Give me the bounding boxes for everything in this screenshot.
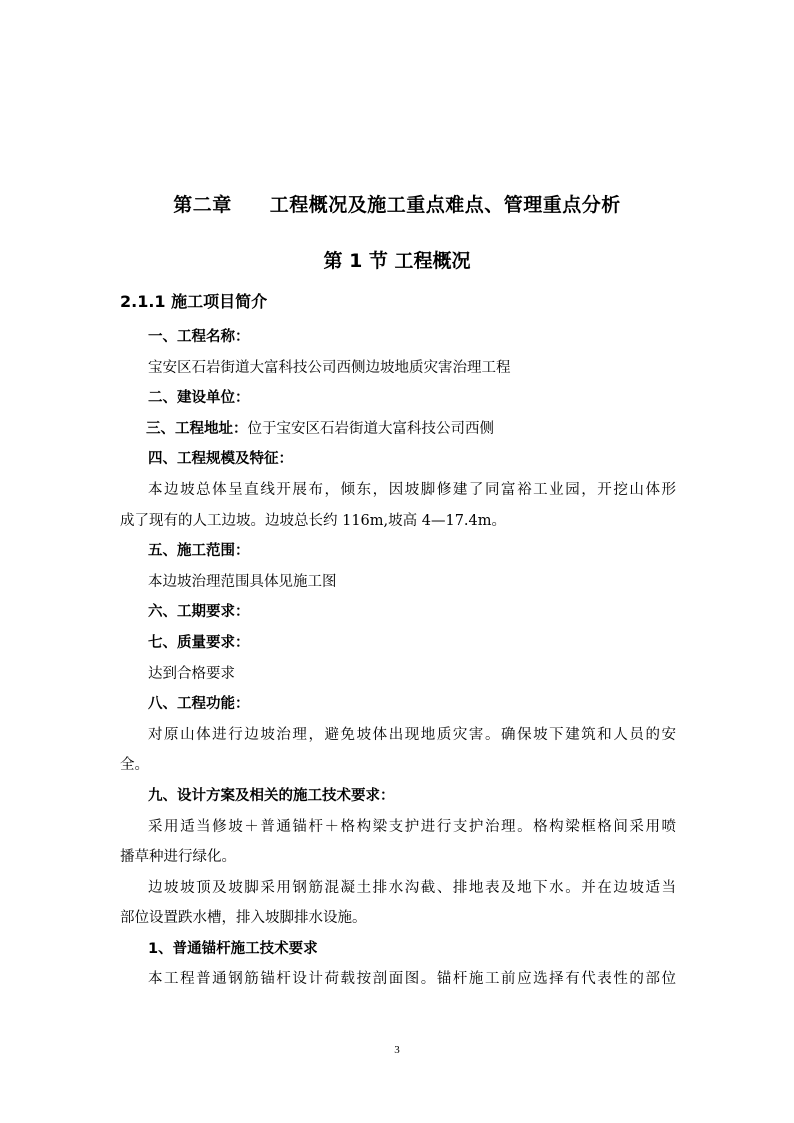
scale-line-2: 成了现有的人工边坡。边坡总长约 116m,坡高 4—17.4m。 xyxy=(120,512,507,529)
scope-value: 本边坡治理范围具体见施工图 xyxy=(148,573,337,590)
document-body xyxy=(120,326,676,999)
section-title: 第 1 节 工程概况 xyxy=(323,250,471,272)
address-row xyxy=(120,418,676,449)
chapter-title xyxy=(0,190,794,217)
design-heading: 九、设计方案及相关的施工技术要求： xyxy=(148,787,395,804)
function-heading: 八、工程功能： xyxy=(148,696,250,713)
design-p1-line-1: 采用适当修坡＋普通锚杆＋格构梁支护进行支护治理。格构梁框格间采用喷 xyxy=(148,818,676,835)
function-line-1: 对原山体进行边坡治理，避免坡体出现地质灾害。确保坡下建筑和人员的安 xyxy=(148,726,676,743)
anchor-heading: 1、普通锚杆施工技术要求 xyxy=(148,940,318,957)
anchor-line-1: 本工程普通钢筋锚杆设计荷载按剖面图。锚杆施工前应选择有代表性的部位 xyxy=(148,971,676,988)
address-heading: 三、工程地址： xyxy=(146,420,248,437)
function-line-2: 全。 xyxy=(120,757,149,774)
design-p2-line-1: 边坡坡顶及坡脚采用钢筋混凝土排水沟截、排地表及地下水。并在边坡适当 xyxy=(148,879,676,896)
project-name-value: 宝安区石岩街道大富科技公司西侧边坡地质灾害治理工程 xyxy=(148,359,511,376)
scope-heading: 五、施工范围： xyxy=(148,543,250,560)
period-heading: 六、工期要求： xyxy=(148,604,250,621)
page-number: 3 xyxy=(394,1044,400,1056)
project-name-heading: 一、工程名称： xyxy=(148,329,250,345)
subsection-title: 2.1.1 施工项目简介 xyxy=(120,292,268,311)
design-p1-line-2: 播草种进行绿化。 xyxy=(120,849,236,866)
owner-heading: 二、建设单位： xyxy=(148,390,250,407)
chapter-name: 工程概况及施工重点难点、管理重点分析 xyxy=(269,194,621,216)
address-value: 位于宝安区石岩街道大富科技公司西侧 xyxy=(247,420,494,437)
scale-heading: 四、工程规模及特征： xyxy=(148,451,293,468)
chapter-number: 第二章 xyxy=(173,194,232,216)
scale-line-1: 本边坡总体呈直线开展布，倾东，因坡脚修建了同富裕工业园，开挖山体形 xyxy=(148,481,676,498)
design-p2-line-2: 部位设置跌水槽，排入坡脚排水设施。 xyxy=(120,910,367,927)
quality-heading: 七、质量要求： xyxy=(148,634,250,651)
quality-value: 达到合格要求 xyxy=(148,665,235,682)
